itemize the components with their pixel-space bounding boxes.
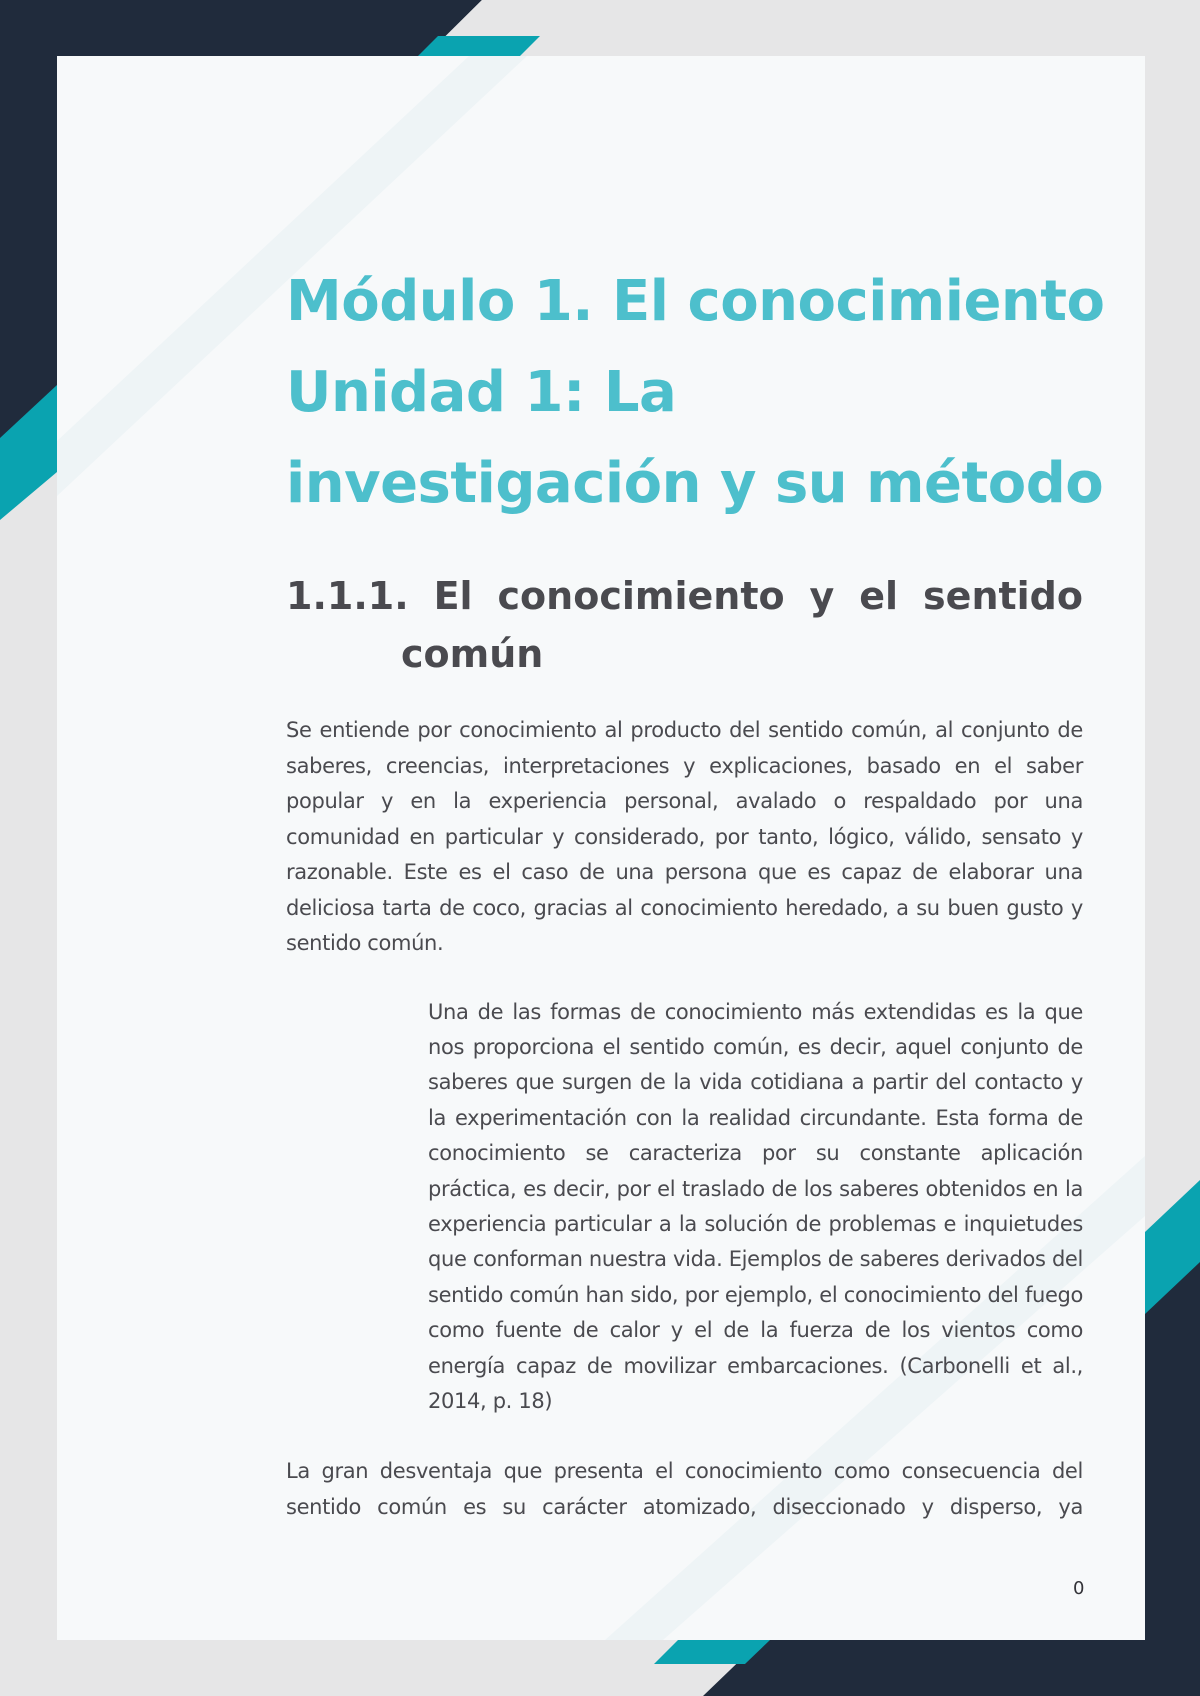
- block-quote: Una de las formas de conocimiento más extendidas es la que nos proporciona el sentido común, es decir, aquel conjunto de saberes que surgen de la vida cotidiana a partir del contacto y la experimentación con la realidad circundante. Esta forma de conocimiento se caracteriza por su constante aplicación práctica, es decir, por el traslado de los saberes obtenidos en la experiencia particular a la solución de problemas e inquietudes que conforman nuestra vida. Ejemplos de saberes derivados del sentido común han sido, por ejemplo, el conocimiento del fuego como fuente de calor y el de la fuerza de los vientos como energía capaz de movilizar embarcaciones. (Carbonelli et al., 2014, p. 18): [428, 999, 1083, 1413]
- title-line: Unidad 1: La: [286, 360, 677, 425]
- page-number: 0: [1073, 1578, 1085, 1599]
- heading-word: conocimiento: [497, 574, 785, 618]
- heading-word: El: [433, 574, 473, 618]
- heading-word: el: [859, 574, 899, 618]
- body-paragraph: Se entiende por conocimiento al producto del sentido común, al conjunto de saberes, creencias, interpretaciones y explicaciones, basado en el saber popular y en la experiencia personal, avalado o respaldado por una comunidad en particular y considerado, por tanto, lógico, válido, sensato y razonable. Este es el caso de una persona que es capaz de elaborar una deliciosa tarta de coco, gracias al conocimiento heredado, a su buen gusto y sentido común.: [286, 718, 1083, 955]
- heading-word: sentido: [923, 574, 1083, 618]
- document-page: [57, 56, 1145, 1640]
- heading-word: y: [809, 574, 835, 618]
- section-heading-continuation: común: [401, 632, 544, 676]
- teal-strip-top: [418, 36, 540, 56]
- body-paragraph: La gran desventaja que presenta el conocimiento como consecuencia del sentido común es su carácter atomizado, diseccionado y disperso, ya: [286, 1459, 1083, 1519]
- title-line: Módulo 1. El conocimiento: [286, 269, 1105, 334]
- title-line: investigación y su método: [286, 451, 1104, 516]
- document-content: [286, 256, 1105, 1525]
- document-title: [286, 256, 1105, 529]
- section-number: 1.1.1.: [286, 574, 409, 618]
- section-heading: [286, 567, 1083, 625]
